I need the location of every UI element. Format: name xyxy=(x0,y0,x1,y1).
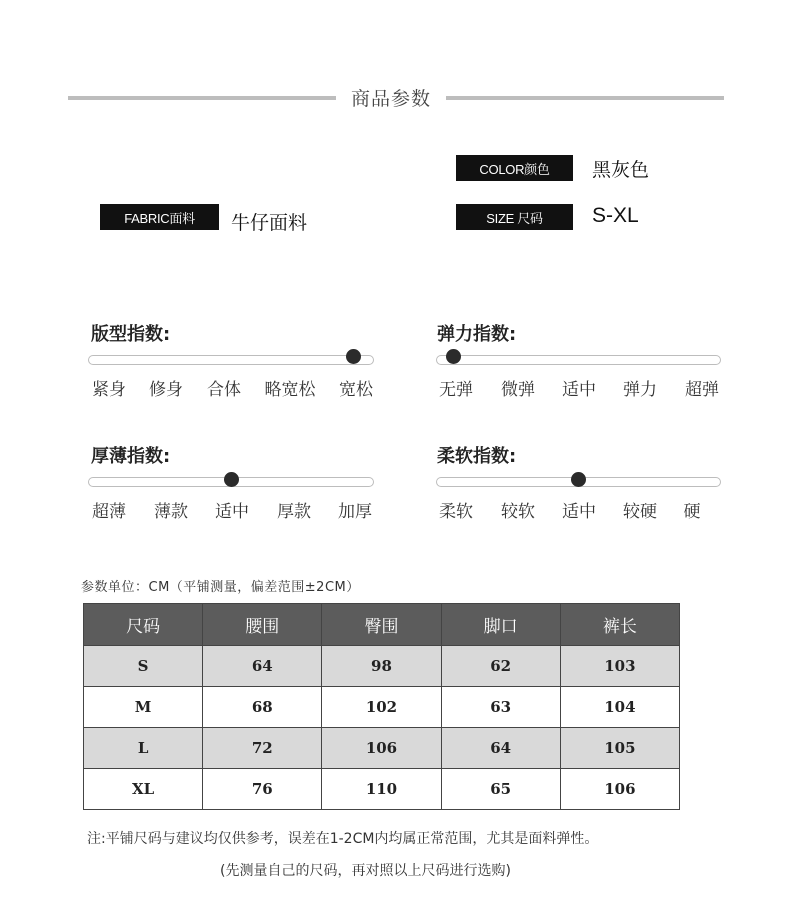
header-rule-right xyxy=(446,96,724,100)
size-table xyxy=(83,603,680,810)
size-value: S-XL xyxy=(592,204,639,227)
softness-label: 适中 xyxy=(562,502,596,522)
size-note: 注:平铺尺码与建议均仅供参考，误差在1-2CM内均属正常范围，尤其是面料弹性。 xyxy=(87,831,599,847)
column-header: 腰围 xyxy=(203,604,322,646)
elasticity-index-title: 弹力指数: xyxy=(437,324,517,345)
fit-index-title: 版型指数: xyxy=(91,324,171,345)
table-cell: 64 xyxy=(203,646,322,687)
table-row xyxy=(84,728,680,769)
thickness-index-knob xyxy=(224,472,239,487)
column-header: 脚口 xyxy=(441,604,560,646)
measure-note: (先测量自己的尺码，再对照以上尺码进行选购) xyxy=(220,863,511,879)
thickness-label: 厚款 xyxy=(277,502,311,522)
table-cell: XL xyxy=(84,769,203,810)
header-rule-left xyxy=(68,96,336,100)
thickness-label: 适中 xyxy=(215,502,249,522)
thickness-label: 超薄 xyxy=(92,502,126,522)
thickness-index-title: 厚薄指数: xyxy=(91,446,171,467)
fit-label: 修身 xyxy=(149,380,183,400)
thickness-label: 薄款 xyxy=(154,502,188,522)
elasticity-label: 微弹 xyxy=(501,380,535,400)
table-cell: 104 xyxy=(560,687,679,728)
table-cell: 106 xyxy=(322,728,441,769)
table-row xyxy=(84,646,680,687)
fit-label: 合体 xyxy=(207,380,241,400)
table-cell: 110 xyxy=(322,769,441,810)
fit-label: 紧身 xyxy=(92,380,126,400)
softness-label: 较硬 xyxy=(623,502,657,522)
table-cell: 72 xyxy=(203,728,322,769)
unit-note: 参数单位：CM（平铺测量，偏差范围±2CM） xyxy=(81,580,360,595)
table-row xyxy=(84,687,680,728)
softness-label: 硬 xyxy=(683,502,701,522)
fit-label: 略宽松 xyxy=(264,380,316,400)
column-header: 臀围 xyxy=(322,604,441,646)
size-table-header-row xyxy=(84,604,680,646)
table-cell: 76 xyxy=(203,769,322,810)
fit-label: 宽松 xyxy=(339,380,373,400)
table-row xyxy=(84,769,680,810)
fabric-value: 牛仔面料 xyxy=(231,212,308,234)
table-cell: S xyxy=(84,646,203,687)
table-cell: 102 xyxy=(322,687,441,728)
softness-label: 较软 xyxy=(501,502,535,522)
column-header: 尺码 xyxy=(84,604,203,646)
softness-index-knob xyxy=(571,472,586,487)
table-cell: M xyxy=(84,687,203,728)
table-cell: 63 xyxy=(441,687,560,728)
size-tag: SIZE 尺码 xyxy=(456,204,573,230)
table-cell: 103 xyxy=(560,646,679,687)
table-cell: 62 xyxy=(441,646,560,687)
color-tag: COLOR颜色 xyxy=(456,155,573,181)
elasticity-label: 适中 xyxy=(562,380,596,400)
table-cell: 105 xyxy=(560,728,679,769)
elasticity-index-knob xyxy=(446,349,461,364)
fit-index-track xyxy=(88,355,374,365)
elasticity-label: 弹力 xyxy=(623,380,657,400)
elasticity-label: 超弹 xyxy=(685,380,719,400)
table-cell: L xyxy=(84,728,203,769)
table-cell: 106 xyxy=(560,769,679,810)
table-cell: 68 xyxy=(203,687,322,728)
elasticity-index-track xyxy=(436,355,721,365)
softness-label: 柔软 xyxy=(439,502,473,522)
section-title: 商品参数 xyxy=(350,88,431,110)
fabric-tag: FABRIC面料 xyxy=(100,204,219,230)
column-header: 裤长 xyxy=(560,604,679,646)
color-value: 黑灰色 xyxy=(592,159,650,181)
thickness-label: 加厚 xyxy=(338,502,372,522)
softness-index-title: 柔软指数: xyxy=(437,446,517,467)
table-cell: 64 xyxy=(441,728,560,769)
table-cell: 65 xyxy=(441,769,560,810)
elasticity-label: 无弹 xyxy=(439,380,473,400)
table-cell: 98 xyxy=(322,646,441,687)
